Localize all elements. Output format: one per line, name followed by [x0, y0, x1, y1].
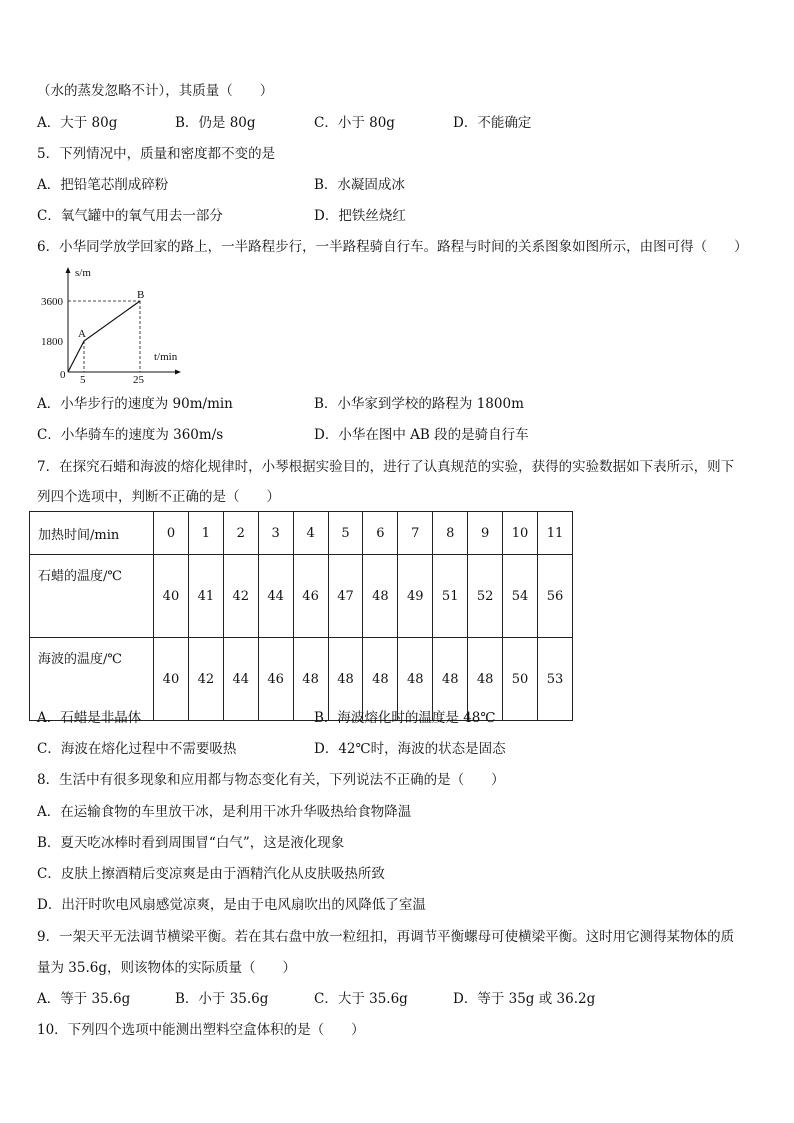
paraffin-temp-cell: 41 — [188, 555, 223, 638]
q8-option-d: D．出汗时吹电风扇感觉凉爽，是由于电风扇吹出的风降低了室温 — [37, 897, 426, 913]
q9-option-c: C．大于 35.6g — [314, 991, 408, 1007]
hypo-temp-cell: 44 — [223, 638, 258, 721]
q7-option-d: D．42℃时，海波的状态是固态 — [314, 741, 506, 757]
row-label-hypo: 海波的温度/℃ — [30, 638, 154, 721]
q5-option-d: D．把铁丝烧红 — [314, 208, 406, 224]
table-row — [30, 555, 573, 638]
q4-option-a: A．大于 80g — [37, 115, 118, 131]
y-axis-label: s/m — [75, 267, 91, 279]
y-tick-3600: 3600 — [41, 296, 63, 308]
hypo-temp-cell: 48 — [468, 638, 503, 721]
time-cell: 11 — [537, 512, 572, 555]
x-tick-5: 5 — [80, 374, 86, 386]
q8-option-c: C．皮肤上擦酒精后变凉爽是由于酒精汽化从皮肤吸热所致 — [37, 866, 385, 882]
x-axis-label: t/min — [154, 351, 178, 363]
x-axis-arrow — [175, 370, 181, 375]
q9-option-a: A．等于 35.6g — [37, 991, 131, 1007]
table-header-time: 加热时间/min — [30, 512, 154, 555]
q7-data-table — [29, 511, 573, 721]
hypo-temp-cell: 48 — [433, 638, 468, 721]
time-cell: 3 — [258, 512, 293, 555]
time-cell: 5 — [328, 512, 363, 555]
q5-option-b: B．水凝固成冰 — [314, 177, 405, 193]
paraffin-temp-cell: 51 — [433, 555, 468, 638]
row-label-paraffin: 石蜡的温度/℃ — [30, 555, 154, 638]
paraffin-temp-cell: 54 — [503, 555, 538, 638]
q5-stem: 5．下列情况中，质量和密度都不变的是 — [37, 146, 276, 162]
paraffin-temp-cell: 44 — [258, 555, 293, 638]
y-tick-1800: 1800 — [41, 336, 63, 348]
paraffin-temp-cell: 47 — [328, 555, 363, 638]
q8-stem: 8．生活中有很多现象和应用都与物态变化有关，下列说法不正确的是（ ） — [37, 772, 505, 788]
q9-option-b: B．小于 35.6g — [175, 991, 269, 1007]
q5-option-c: C．氧气罐中的氧气用去一部分 — [37, 208, 223, 224]
time-cell: 7 — [398, 512, 433, 555]
hypo-temp-cell: 40 — [154, 638, 189, 721]
hypo-temp-cell: 48 — [363, 638, 398, 721]
q7-option-c: C．海波在熔化过程中不需要吸热 — [37, 741, 237, 757]
q6-option-d: D．小华在图中 AB 段的是骑自行车 — [314, 427, 529, 443]
point-a-label: A — [78, 328, 86, 340]
point-b-label: B — [137, 289, 145, 301]
q7-option-b: B．海波熔化时的温度是 48℃ — [314, 710, 496, 726]
q8-option-a: A．在运输食物的车里放干冰，是利用干冰升华吸热给食物降温 — [37, 804, 412, 820]
hypo-temp-cell: 50 — [503, 638, 538, 721]
q10-stem: 10．下列四个选项中能测出塑料空盒体积的是（ ） — [37, 1022, 365, 1038]
time-cell: 2 — [223, 512, 258, 555]
q9-stem-line1: 9．一架天平无法调节横梁平衡。若在其右盘中放一粒纽扣，再调节平衡螺母可使横梁平衡。这时用它测得某物体的质 — [37, 929, 735, 945]
hypo-temp-cell: 46 — [258, 638, 293, 721]
q4-option-d: D．不能确定 — [453, 115, 532, 131]
q7-stem-line2: 列四个选项中，判断不正确的是（ ） — [37, 489, 280, 505]
q6-option-c: C．小华骑车的速度为 360m/s — [37, 427, 224, 443]
y-axis-arrow — [66, 267, 71, 273]
q9-stem-line2: 量为 35.6g，则该物体的实际质量（ ） — [37, 960, 296, 976]
time-cell: 8 — [433, 512, 468, 555]
paraffin-temp-cell: 49 — [398, 555, 433, 638]
hypo-temp-cell: 48 — [293, 638, 328, 721]
q4-continuation: （水的蒸发忽略不计），其质量（ ） — [37, 83, 274, 99]
q7-stem-line1: 7．在探究石蜡和海波的熔化规律时，小琴根据实验目的，进行了认真规范的实验，获得的实验数据如下表所示，则下 — [37, 459, 735, 475]
q4-option-c: C．小于 80g — [314, 115, 395, 131]
paraffin-temp-cell: 40 — [154, 555, 189, 638]
time-cell: 10 — [503, 512, 538, 555]
q6-distance-time-graph — [30, 264, 190, 388]
time-cell: 1 — [188, 512, 223, 555]
paraffin-temp-cell: 52 — [468, 555, 503, 638]
q5-option-a: A．把铅笔芯削成碎粉 — [37, 177, 169, 193]
time-cell: 6 — [363, 512, 398, 555]
paraffin-temp-cell: 42 — [223, 555, 258, 638]
time-cell: 9 — [468, 512, 503, 555]
hypo-temp-cell: 53 — [537, 638, 572, 721]
hypo-temp-cell: 42 — [188, 638, 223, 721]
paraffin-temp-cell: 46 — [293, 555, 328, 638]
q6-option-b: B．小华家到学校的路程为 1800m — [314, 396, 524, 412]
time-cell: 4 — [293, 512, 328, 555]
origin-label: 0 — [60, 369, 66, 381]
hypo-temp-cell: 48 — [328, 638, 363, 721]
hypo-temp-cell: 48 — [398, 638, 433, 721]
q7-option-a: A．石蜡是非晶体 — [37, 710, 142, 726]
q6-stem: 6．小华同学放学回家的路上，一半路程步行，一半路程骑自行车。路程与时间的关系图象如图所示，由图可得（ ） — [37, 239, 748, 255]
q9-option-d: D．等于 35g 或 36.2g — [453, 991, 596, 1007]
q4-option-b: B．仍是 80g — [175, 115, 256, 131]
paraffin-temp-cell: 48 — [363, 555, 398, 638]
q6-option-a: A．小华步行的速度为 90m/min — [37, 396, 233, 412]
x-tick-25: 25 — [133, 374, 144, 386]
time-cell: 0 — [154, 512, 189, 555]
q8-option-b: B．夏天吃冰棒时看到周围冒“白气”，这是液化现象 — [37, 835, 345, 851]
table-row — [30, 512, 573, 555]
paraffin-temp-cell: 56 — [537, 555, 572, 638]
